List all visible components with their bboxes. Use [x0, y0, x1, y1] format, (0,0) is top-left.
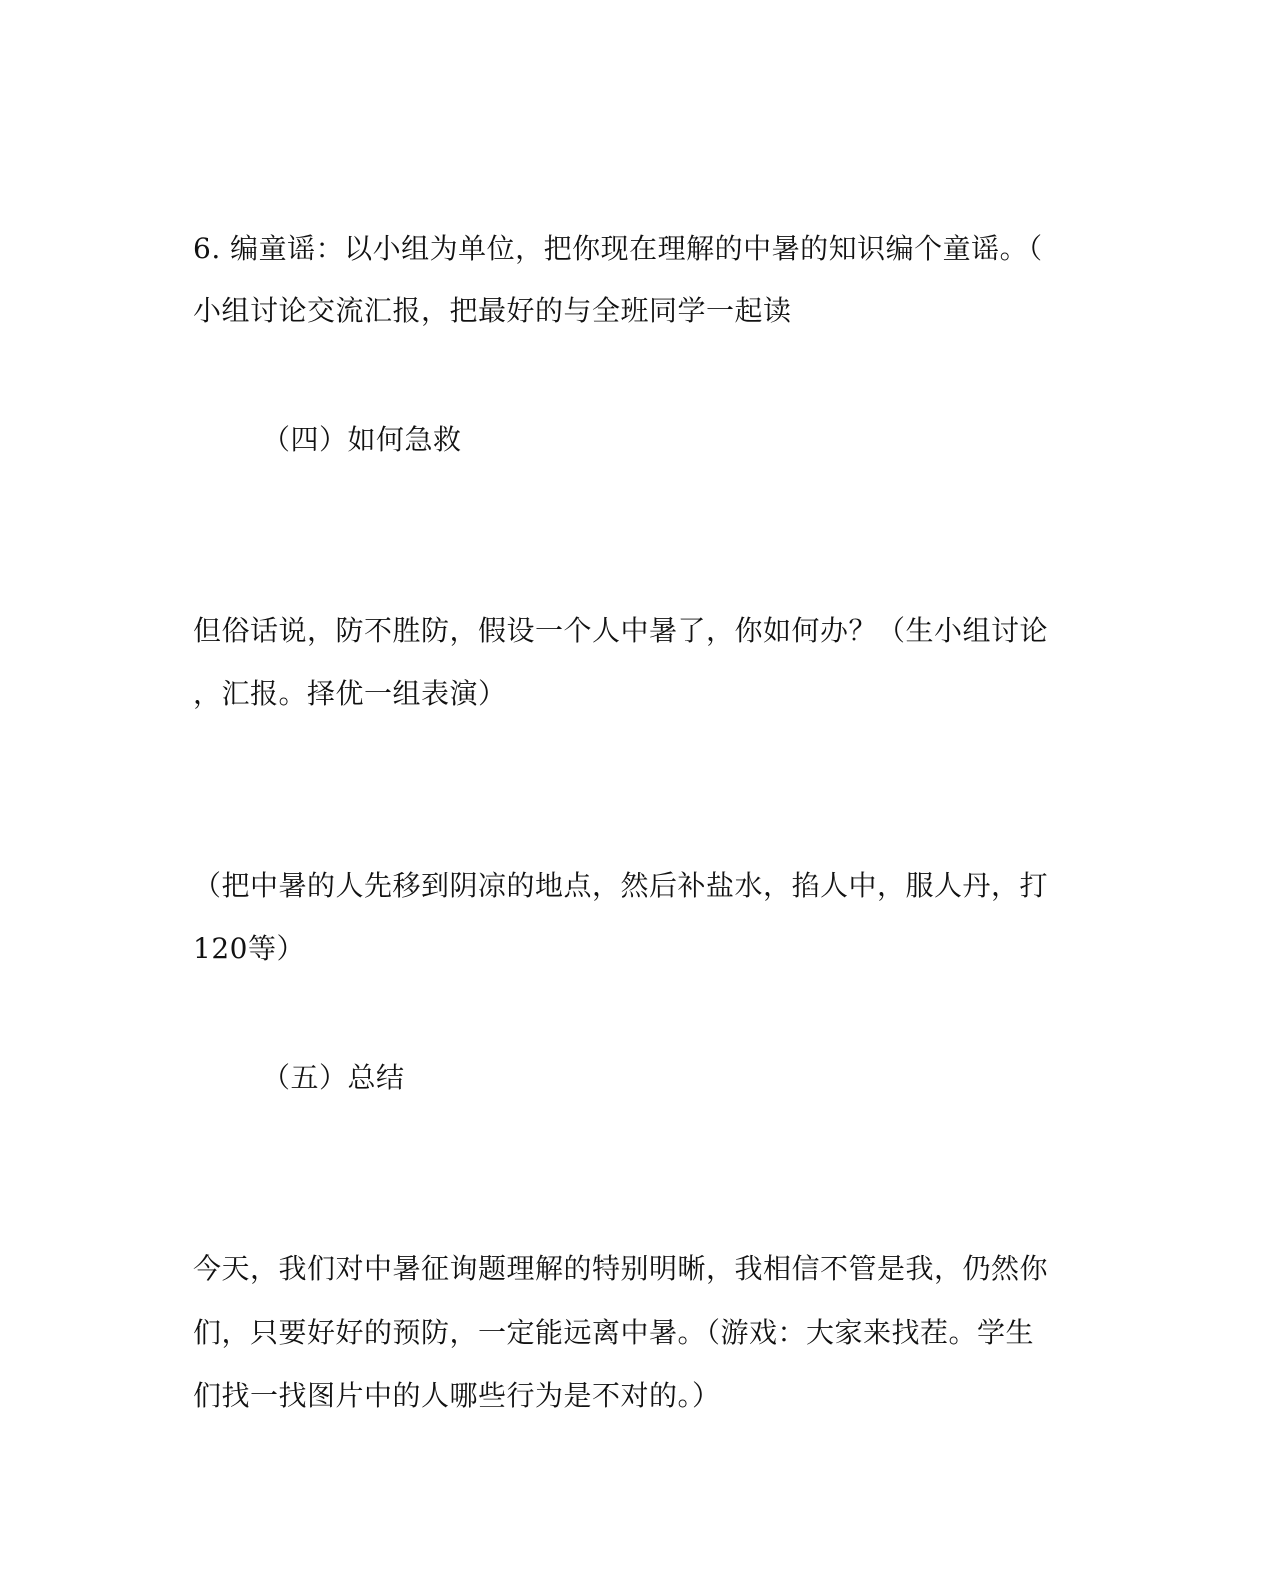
- text-line: 今天，我们对中暑征询题理解的特别明晰，我相信不管是我，仍然你: [193, 1252, 1049, 1285]
- text-line: 小组讨论交流汇报，把最好的与全班同学一起读: [193, 294, 792, 327]
- text-line: 们找一找图片中的人哪些行为是不对的。）: [193, 1379, 721, 1412]
- text-line: 但俗话说，防不胜防，假设一个人中暑了，你如何办？（生小组讨论: [193, 614, 1049, 647]
- heading-line: （五）总结: [262, 1061, 405, 1094]
- text-line: ，汇报。择优一组表演）: [193, 677, 507, 710]
- text-line: 120等）: [193, 932, 305, 965]
- text-line: 6. 编童谣：以小组为单位，把你现在理解的中暑的知识编个童谣。（: [193, 232, 1043, 265]
- heading-line: （四）如何急救: [262, 423, 462, 456]
- text-line: 们，只要好好的预防，一定能远离中暑。（游戏：大家来找茬。学生: [193, 1316, 1035, 1349]
- text-line: （把中暑的人先移到阴凉的地点，然后补盐水，掐人中，服人丹，打: [193, 869, 1049, 902]
